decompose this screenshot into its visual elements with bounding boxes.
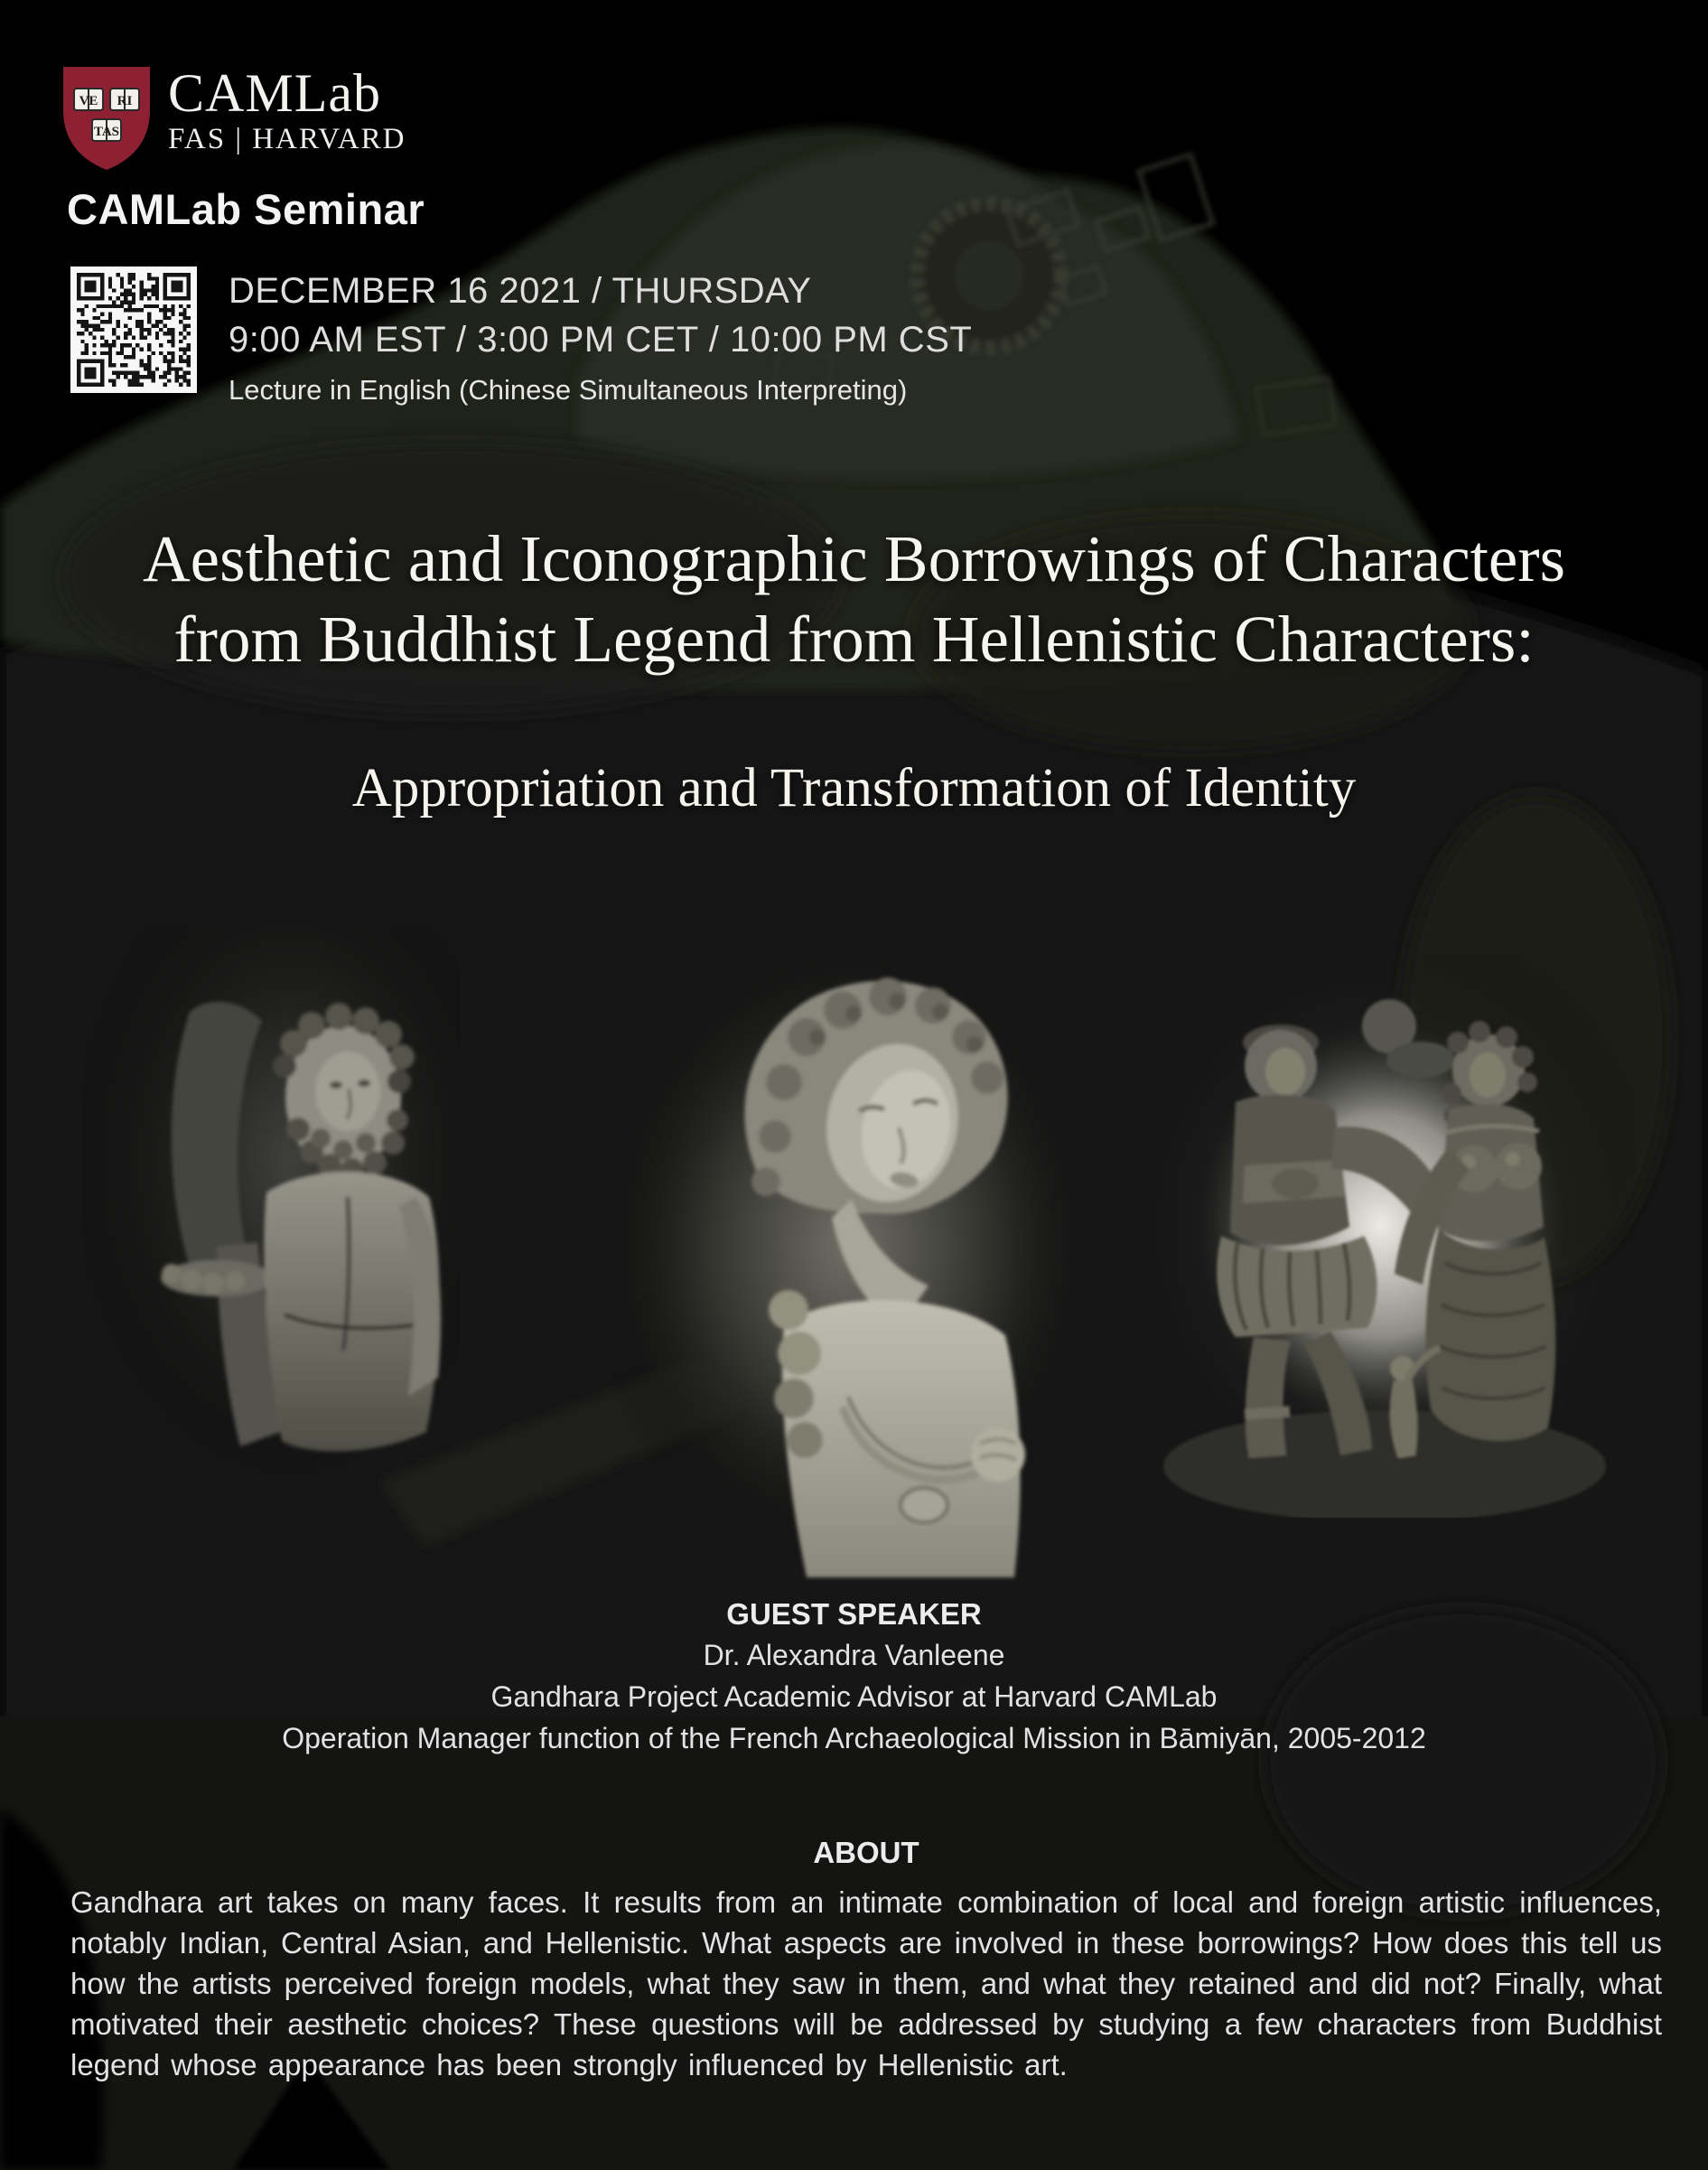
harvard-camlab-logo bbox=[60, 63, 406, 172]
motto-ve: VE bbox=[79, 94, 98, 108]
guest-speaker-name: Dr. Alexandra Vanleene bbox=[703, 1639, 1005, 1671]
logo-affiliation: FAS | HARVARD bbox=[168, 123, 406, 155]
motto-tas: TAS bbox=[93, 125, 120, 139]
title-line-2: from Buddhist Legend from Hellenistic Characters: bbox=[173, 603, 1535, 676]
guest-speaker-block bbox=[0, 1599, 1708, 1753]
logo-org-name: CAMLab bbox=[168, 63, 381, 123]
guest-speaker-role-1: Gandhara Project Academic Advisor at Harvard CAMLab bbox=[490, 1680, 1218, 1713]
guest-speaker-role-2: Operation Manager function of the French Archaeological Mission in Bāmiyān, 2005-2012 bbox=[282, 1722, 1426, 1754]
about-section bbox=[70, 1838, 1662, 2115]
event-date: DECEMBER 16 2021 / THURSDAY bbox=[229, 271, 812, 311]
poster-subtitle: Appropriation and Transformation of Identity bbox=[351, 758, 1357, 818]
about-body-text: Gandhara art takes on many faces. It results from an intimate combination of local and foreign artistic influences, notably Indian, Central Asian, and Hellenistic. What aspects are involved in these borrowings? How does this tell us how the artists perceived foreign models, what they saw in them, and what they retained and did not? Finally, what motivated their aesthetic choices? These questions will be addressed by studying a few characters from Buddhist legend whose appearance has been strongly influenced by Hellenistic art. bbox=[70, 1885, 1662, 2081]
statue-image-female-bust bbox=[572, 902, 1125, 1590]
logo-text bbox=[168, 63, 406, 155]
qr-code bbox=[70, 267, 197, 393]
event-info bbox=[229, 273, 972, 404]
motto-ri: RI bbox=[117, 94, 133, 108]
guest-speaker-heading: GUEST SPEAKER bbox=[726, 1597, 982, 1631]
about-heading: ABOUT bbox=[813, 1836, 919, 1869]
poster-title bbox=[0, 519, 1708, 679]
harvard-shield-icon bbox=[60, 63, 154, 172]
event-times: 9:00 AM EST / 3:00 PM CET / 10:00 PM CST bbox=[229, 320, 973, 360]
statue-image-herakles-bust bbox=[81, 926, 461, 1482]
title-line-1: Aesthetic and Iconographic Borrowings of Characters bbox=[142, 522, 1566, 595]
event-language: Lecture in English (Chinese Simultaneous Interpreting) bbox=[229, 374, 908, 406]
series-label: CAMLab Seminar bbox=[67, 185, 425, 233]
statue-image-seated-couple bbox=[1127, 956, 1635, 1518]
